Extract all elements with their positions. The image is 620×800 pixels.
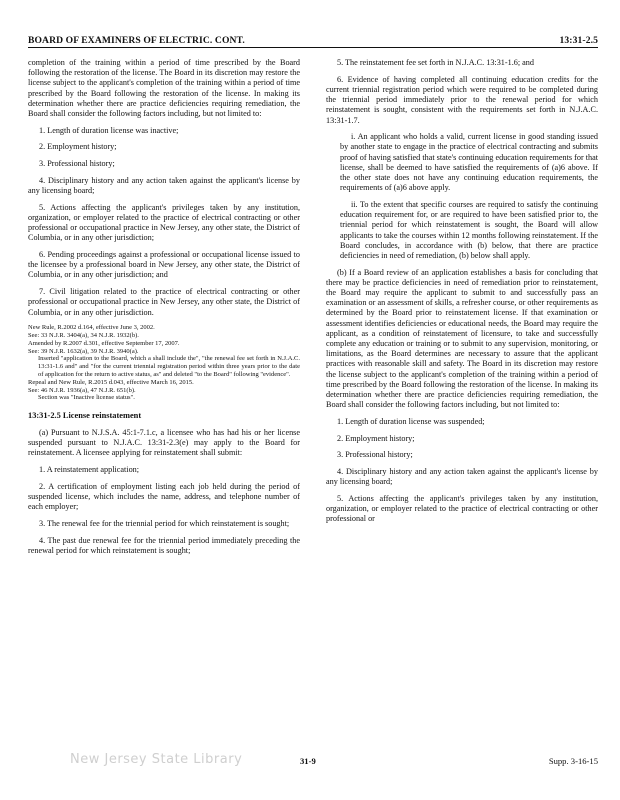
history-note: New Rule, R.2002 d.164, effective June 3, 2002. <box>28 324 155 332</box>
history-note: Amended by R.2007 d.301, effective September 17, 2007. <box>28 339 180 347</box>
intro-paragraph: completion of the training within a period of time prescribed by the Board following the restoration of the license. The Board in its discretion may restore the license subject to the applicant's completion of the training within a period of time prescribed by the Board following the restoration of the license. In making its determination whether there are practice deficiencies requiring remediation, the Board shall consider the following factors including, but not limited to: <box>28 58 300 119</box>
submit-item: 3. The renewal fee for the triennial period for which reinstatement is sought; <box>39 518 290 528</box>
history-note: See: 46 N.J.R. 1936(a), 47 N.J.R. 651(b). <box>28 386 136 394</box>
history-note: See: 39 N.J.R. 1632(a), 39 N.J.R. 3940(a). <box>28 347 139 355</box>
factor-item: 1. Length of duration license was suspended; <box>337 417 485 426</box>
document-page <box>28 28 598 778</box>
submit-item: 4. The past due renewal fee for the triennial period immediately preceding the renewal period for which reinstatement is sought; <box>28 535 300 555</box>
section-heading: 13:31-2.5 License reinstatement <box>28 411 142 421</box>
history-note: See: 33 N.J.R. 3404(a), 34 N.J.R. 1932(b). <box>28 332 139 340</box>
history-note: Repeal and New Rule, R.2015 d.043, effective March 16, 2015. <box>28 378 194 386</box>
factor-item: 3. Professional history; <box>39 159 115 169</box>
sub-item: i. An applicant who holds a valid, current license in good standing issued by another state to engage in the practice of electrical contracting and submits proof of having satisfied that state's continuing education requirements for that license, shall be deemed to have satisfied the requirements of (a)6 above. If the other state does not have any continuing education requirements, the requirements of (a)6 above apply. <box>340 132 598 193</box>
factor-item: 4. Disciplinary history and any action taken against the applicant's license by any licensing board; <box>28 175 300 196</box>
submit-item: 6. Evidence of having completed all continuing education credits for the current triennial registration period which were required to be completed during the triennial period immediately prior to the renewal period for which reinstatement is sought, consistent with the requirements set forth in N.J.A.C. 13:31-1.7. <box>326 74 598 125</box>
running-header <box>28 28 598 46</box>
submit-item: 5. The reinstatement fee set forth in N.J.A.C. 13:31-1.6; and <box>337 58 534 67</box>
factor-item: 6. Pending proceedings against a professional or occupational license issued to the licensee by a professional board in New Jersey, any other state, the District of Columbia, or in any other jurisdiction; and <box>28 250 300 280</box>
factor-item: 1. Length of duration license was inactive; <box>39 125 179 135</box>
header-rule <box>28 47 598 48</box>
paragraph-b: (b) If a Board review of an application establishes a basis for concluding that there may be practice deficiencies in need of remediation prior to reinstatement, the Board may require the applicant to submit to and successfully pass an examination or an assessment of skills, a refresher course, or other requirements as determined by the Board prior to reinstatement license. If that examination or assessment identifies deficiencies or educational needs, the Board may require the applicant, as a condition of reinstatement of licensure, to take and successfully complete any education or training or to submit to any supervision, monitoring, or limitations, as the Board determines are necessary to assure that the applicant practices with reasonable skill and safety. The Board in its discretion may restore the license subject to the applicant's completion of the training within a period of time prescribed by the Board following the restoration of the license. In making its determination whether there are practice deficiencies requiring remediation, the Board shall consider the following factors including, but not limited to: <box>326 267 598 410</box>
history-notes <box>28 324 300 402</box>
factor-item: 3. Professional history; <box>337 450 413 460</box>
factor-item: 4. Disciplinary history and any action taken against the applicant's license by any licensing board; <box>326 467 598 487</box>
submit-item: 1. A reinstatement application; <box>39 465 140 475</box>
sub-item: ii. To the extent that specific courses are required to satisfy the continuing education requirement for, or are required to have been satisfied prior to, the triennial period for which reinstatement is sought, the Board will allow applicants to take the courses within 12 months following reinstatement. If the Board concludes, in accordance with (b) below, that there are practice deficiencies in need of remediation, (b) below shall apply. <box>340 199 598 260</box>
paragraph-a: (a) Pursuant to N.J.S.A. 45:1-7.1.c, a licensee who has had his or her license suspended pursuant to N.J.A.C. 13:31-2.3(e) may apply to the Board for reinstatement. A licensee applying for reinstatement shall submit: <box>28 427 300 458</box>
right-column <box>326 58 598 531</box>
factor-item: 5. Actions affecting the applicant's privileges taken by any institution, organization, or employer related to the practice of electrical contracting or other professional or <box>326 494 598 524</box>
supplement-date: Supp. 3-16-15 <box>548 756 598 766</box>
factor-item: 2. Employment history; <box>337 433 415 443</box>
history-note: Section was "Inactive license status". <box>38 394 135 402</box>
factor-item: 2. Employment history; <box>39 142 117 152</box>
history-note: Inserted "application to the Board, which a shall include the", "the renewal fee set forth in N.J.A.C. 13:31-1.6 and" and "for the current triennial registration period within three years prior to the date of application for the return to active status, as" and deleted "to the Board" following "evidence". <box>38 355 300 379</box>
page-footer <box>28 752 598 772</box>
factor-item: 7. Civil litigation related to the practice of electrical contracting or other professional or occupational practice in New Jersey, any other state, the District of Columbia, or in any other jurisdiction. <box>28 287 300 317</box>
header-title: BOARD OF EXAMINERS OF ELECTRIC. CONT. <box>28 35 245 46</box>
page-number: 31-9 <box>300 756 316 766</box>
header-section-code: 13:31-2.5 <box>559 35 598 46</box>
factor-item: 5. Actions affecting the applicant's privileges taken by any institution, organization, or employer related to the practice of electrical contracting or other professional or occupational practice in New Jersey, any other state, the District of Columbia, or in any other jurisdiction; <box>28 202 300 243</box>
left-column <box>28 58 300 562</box>
submit-item: 2. A certification of employment listing each job held during the period of suspended license, which includes the name, address, and telephone number of each employer; <box>28 481 300 512</box>
library-stamp: New Jersey State Library <box>70 752 243 767</box>
